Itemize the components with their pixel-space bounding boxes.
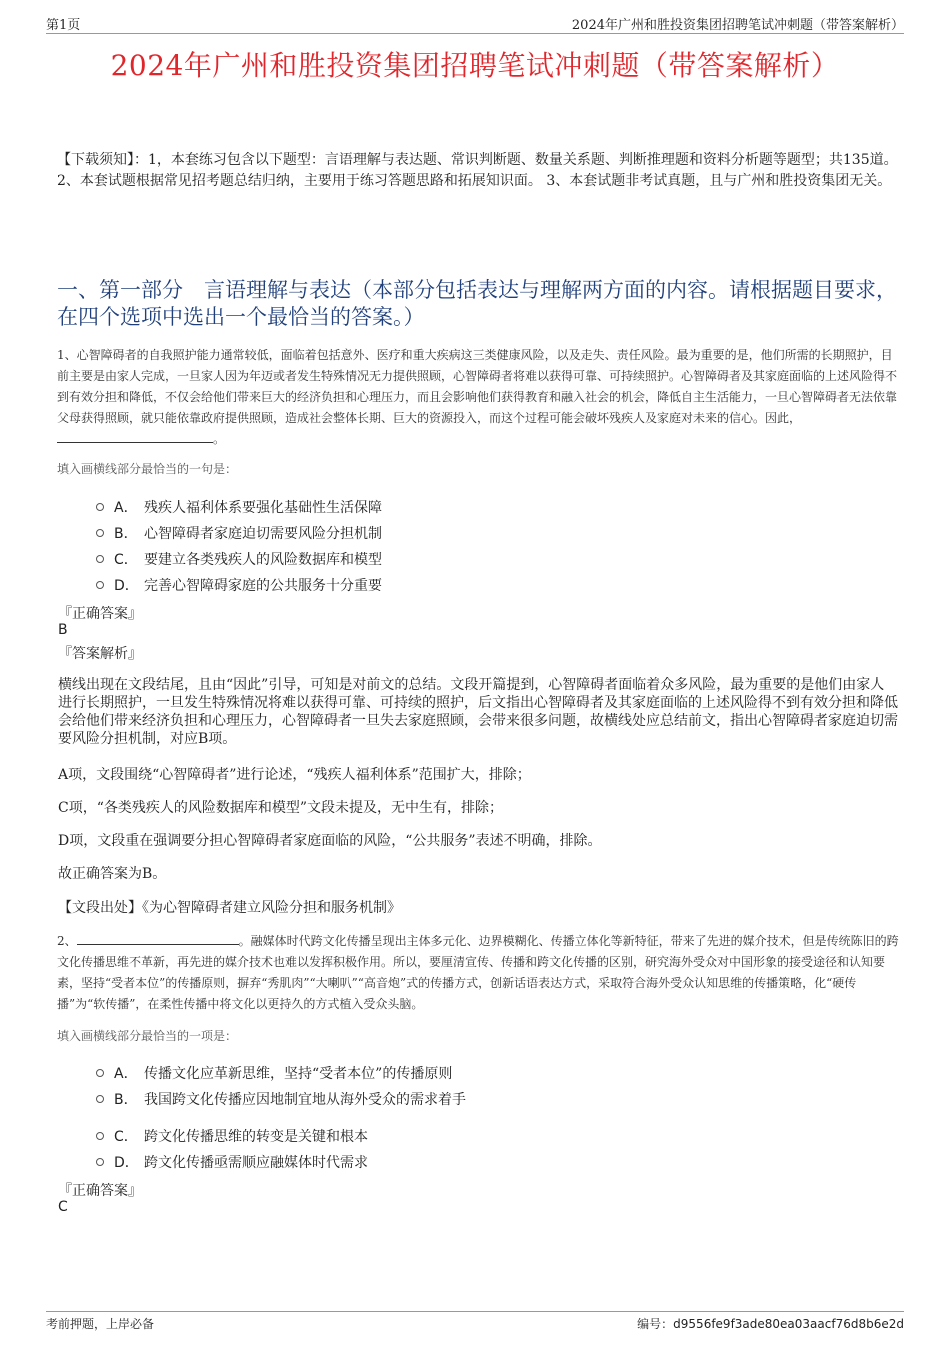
download-notice: 【下载须知】：1，本套练习包含以下题型：言语理解与表达题、常识判断题、数量关系题、判断推理题和资料分析题等题型；共135道。 2、本套试题根据常见招考题总结归纳，主要用于练习答题思路和拓展知识面。 3、本套试题非考试真题，且与广州和胜投资集团无关。 [57,152,898,189]
page-number: 第1页 [46,18,81,33]
question-2-number: 2、 [57,934,77,948]
footer-code [637,1315,904,1332]
radio-icon[interactable] [96,503,104,511]
radio-icon[interactable] [96,555,104,563]
question-1-source: 【文段出处】《为心智障碍者建立风险分担和服务机制》 [58,900,401,916]
question-1-blank [57,430,213,443]
header-rule [46,33,904,34]
question-1-end: 。 [213,432,226,446]
page-title: 2024年广州和胜投资集团招聘笔试冲刺题（带答案解析） [110,49,840,82]
question-2-body: 。融媒体时代跨文化传播呈现出主体多元化、边界模糊化、传播立体化等新特征，带来了先进的媒介技术，但是传统陈旧的跨文化传播思维不革新，再先进的媒介技术也难以发挥积极作用。所以，要厘清宣传、传播和跨文化传播的区别，研究海外受众对中国形象的接受途径和认知要素，坚持“受者本位”的传播原则，摒弃“秀肌肉”“大喇叭”“高音炮”式的传播方式，创新话语表达方式，采取符合海外受众认知思维的传播策略，化“硬传播”为“软传播”，在柔性传播中将文化以更持久的方式植入受众头脑。 [57,934,899,1011]
question-1-body: 1、心智障碍者的自我照护能力通常较低，面临着包括意外、医疗和重大疾病这三类健康风险，以及走失、责任风险。最为重要的是，他们所需的长期照护，目前主要是由家人完成，一旦家人因为年迈或者发生特殊情况无力提供照顾，心智障碍者将难以获得可靠、可持续照护。心智障碍者及其家庭面临的上述风险得不到有效分担和降低，不仅会给他们带来巨大的经济负担和心理压力，而且会影响他们获得教育和融入社会的机会，降低自主生活能力，一旦心智障碍者无法依靠父母获得照顾，就只能依靠政府提供照顾，造成社会整体长期、巨大的资源投入，而这个过程可能会破坏残疾人及家庭对未来的信心。因此， [57,348,898,425]
question-2-blank [77,932,239,945]
footer-code-label: 编号： [637,1317,674,1331]
question-1-analysis-label: 『答案解析』 [58,646,142,662]
question-2-text [57,931,900,1015]
question-2-option-c[interactable]: C． 跨文化传播思维的转变是关键和根本 [96,1126,368,1146]
question-1-analysis-c: C项，“各类残疾人的风险数据库和模型”文段未提及，无中生有，排除； [58,800,504,816]
footer-rule [46,1311,904,1312]
question-2-answer: C [58,1199,68,1215]
radio-icon[interactable] [96,529,104,537]
question-1-option-b[interactable]: B． 心智障碍者家庭迫切需要风险分担机制 [96,523,382,543]
question-1-answer-label: 『正确答案』 [58,606,142,622]
question-1-answer: B [58,622,68,638]
radio-icon[interactable] [96,1158,104,1166]
radio-icon[interactable] [96,1069,104,1077]
question-1-option-d[interactable]: D． 完善心智障碍家庭的公共服务十分重要 [96,575,382,595]
radio-icon[interactable] [96,581,104,589]
question-1-text [57,345,900,450]
question-1-analysis-a: A项，文段围绕“心智障碍者”进行论述，“残疾人福利体系”范围扩大，排除； [58,767,531,783]
footer-slogan: 考前押题，上岸必备 [46,1317,155,1331]
question-2-option-b[interactable]: B． 我国跨文化传播应因地制宜地从海外受众的需求着手 [96,1089,466,1109]
section-heading: 一、第一部分 言语理解与表达（本部分包括表达与理解两方面的内容。请根据题目要求，在四个选项中选出一个最恰当的答案。） [57,278,897,329]
question-2-option-a[interactable]: A． 传播文化应革新思维，坚持“受者本位”的传播原则 [96,1063,452,1083]
radio-icon[interactable] [96,1095,104,1103]
question-1-analysis-main: 横线出现在文段结尾，且由“因此”引导，可知是对前文的总结。文段开篇提到，心智障碍者面临着众多风险，最为重要的是他们由家人进行长期照护，一旦发生特殊情况将难以获得可靠、可持续的照护，后文指出心智障碍者及其家庭面临的上述风险得不到有效分担和降低会给他们带来经济负担和心理压力，心智障碍者一旦失去家庭照顾，会带来很多问题，故横线处应总结前文，指出心智障碍者家庭迫切需要风险分担机制，对应B项。 [58,677,898,747]
question-1-conclusion: 故正确答案为B。 [58,866,167,882]
footer-code-value: d9556fe9f3ade80ea03aacf76d8b6e2d [673,1317,904,1331]
question-1-analysis-d: D项，文段重在强调要分担心智障碍者家庭面临的风险，“公共服务”表述不明确，排除。 [58,833,602,849]
question-2-prompt: 填入画横线部分最恰当的一项是： [57,1029,238,1043]
question-2-answer-label: 『正确答案』 [58,1183,142,1199]
question-2-option-d[interactable]: D． 跨文化传播亟需顺应融媒体时代需求 [96,1152,368,1172]
question-1-option-a[interactable]: A． 残疾人福利体系要强化基础性生活保障 [96,497,382,517]
question-1-option-c[interactable]: C． 要建立各类残疾人的风险数据库和模型 [96,549,382,569]
radio-icon[interactable] [96,1132,104,1140]
header-doc-title: 2024年广州和胜投资集团招聘笔试冲刺题（带答案解析） [571,18,904,33]
question-1-prompt: 填入画横线部分最恰当的一句是： [57,462,238,476]
